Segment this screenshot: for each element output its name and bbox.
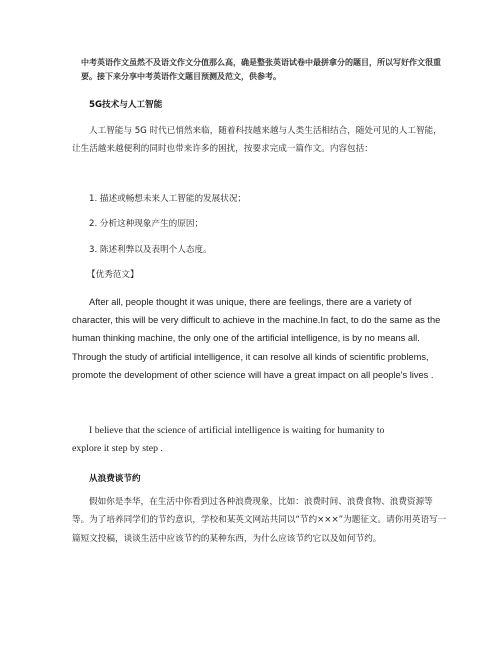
section-title-5g-ai: 5G技术与人工智能 [89, 100, 163, 110]
section1-prompt: 人工智能与 5G 时代已悄然来临，随着科技越来越与人类生活相结合，随处可见的人工智能，让生活越来越便利的同时也带来许多的困扰，按要求完成一篇作文。内容包括： [72, 126, 442, 155]
requirement-item-2: 2. 分析这种现象产生的原因； [89, 219, 204, 229]
section2-prompt: 假如你是李华，在生活中你看到过各种浪费现象，比如：浪费时间、浪费食物、浪费资源等等。为了培养同学们的节约意识，学校和某英文网站共同以“节约×××”为题征文。请你用英语写一篇短文投稿，谈谈生活中应该节约的某种东西，为什么应该节约它以及如何节约。 [72, 497, 447, 544]
intro-text: 中考英语作文虽然不及语文作文分值那么高，确是整张英语试卷中最拼拿分的题目，所以写好作文很重要。接下来分享中考英语作文题目预测及范文，供参考。 [81, 58, 441, 81]
essay-paragraph-2: I believe that the science of artificial intelligence is waiting for humanity to explore it step by step . [72, 425, 385, 455]
requirement-item-1: 1. 描述或畅想未来人工智能的发展状况； [89, 194, 247, 204]
requirement-item-3: 3. 陈述利弊以及表明个人态度。 [89, 245, 212, 255]
section-title-saving: 从浪费谈节约 [89, 474, 141, 484]
model-essay-label: 【优秀范文】 [87, 270, 139, 280]
essay-paragraph-1: After all, people thought it was unique, there are feelings, there are a variety of character, this will be very difficult to achieve in the machine.In fact, to do the same as the human thinking machine, the only one of the artificial intelligence, is by no means all. Through the study of artificial intelligence, it can resolve all kinds of scientific problems, promote the development of other science will have a great impact on all people's lives . [72, 297, 441, 380]
